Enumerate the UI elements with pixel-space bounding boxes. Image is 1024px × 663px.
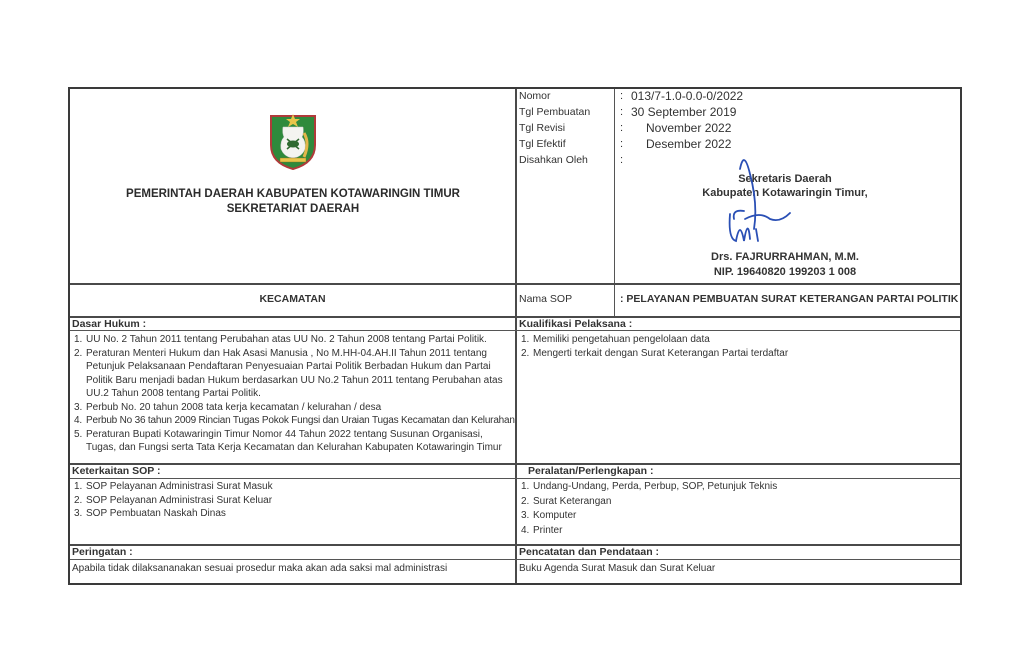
disahkan-colon: : — [620, 154, 624, 166]
list-item: 3. Komputer — [521, 510, 577, 521]
revisi-value: November 2022 — [646, 121, 732, 135]
list-item: 2. Mengerti terkait dengan Surat Keterangan Partai terdaftar — [521, 347, 789, 359]
keterkaitan-heading-divider — [70, 478, 960, 479]
nomor-label: Nomor — [519, 90, 551, 102]
keterkaitan-list — [72, 480, 512, 521]
revisi-label: Tgl Revisi — [519, 122, 566, 134]
list-item: 1. Undang-Undang, Perda, Perbup, SOP, Petunjuk Teknis — [521, 481, 778, 492]
dasar-hukum-list — [72, 333, 515, 455]
pembuatan-colon: : — [620, 106, 624, 118]
list-item: 1. UU No. 2 Tahun 2011 tentang Perubahan atas UU No. 2 Tahun 2008 tentang Partai Politik. — [74, 334, 487, 345]
list-item: 4. Perbub No 36 tahun 2009 Rincian Tugas Pokok Fungsi dan Uraian Tugas Kecamatan dan Kelurahan — [74, 415, 515, 426]
nomor-colon: : — [620, 90, 624, 102]
pembuatan-value: 30 September 2019 — [631, 105, 737, 119]
pembuatan-label: Tgl Pembuatan — [519, 106, 591, 118]
kualifikasi-list — [519, 333, 954, 360]
keterkaitan-divider — [70, 463, 960, 465]
nama-sop-colon-divider — [614, 285, 615, 317]
signatory-info — [610, 251, 960, 278]
disahkan-label: Disahkan Oleh — [519, 154, 588, 166]
list-item: 1. Memiliki pengetahuan pengelolaan data — [521, 334, 710, 345]
pencatatan-text: Buku Agenda Surat Masuk dan Surat Keluar — [519, 563, 716, 574]
efektif-label: Tgl Efektif — [519, 138, 566, 150]
unit-divider — [70, 316, 960, 318]
signatory-title-line1: Sekretaris Daerah — [738, 173, 832, 185]
list-item: 1. SOP Pelayanan Administrasi Surat Masuk — [74, 481, 273, 492]
peringatan-heading-divider — [70, 559, 960, 560]
pencatatan-heading: Pencatatan dan Pendataan : — [519, 546, 660, 558]
signatory-name: Drs. FAJRURRAHMAN, M.M. — [711, 251, 859, 263]
list-item: 5. Peraturan Bupati Kotawaringin Timur Nomor 44 Tahun 2022 tentang Susunan Organisasi, Tugas, dan Fungsi serta Tata Kerja Kecamatan dan Kelurahan Kabupaten Kotawaringin Timur — [74, 428, 502, 453]
sop-document — [68, 87, 962, 585]
kualifikasi-heading: Kualifikasi Pelaksana : — [519, 318, 633, 330]
list-item: 2. Surat Keterangan — [521, 495, 612, 507]
nama-sop-label: Nama SOP — [519, 293, 573, 305]
dasar-hukum-heading: Dasar Hukum : — [72, 318, 147, 330]
keterkaitan-heading: Keterkaitan SOP : — [72, 465, 161, 477]
signatory-nip: NIP. 19640820 199203 1 008 — [713, 266, 857, 278]
regency-coat-of-arms-icon — [268, 111, 318, 171]
unit-name: KECAMATAN — [259, 293, 326, 305]
org-name: PEMERINTAH DAERAH KABUPATEN KOTAWARINGIN TIMUR — [126, 188, 460, 200]
efektif-colon: : — [620, 138, 624, 150]
signatory-title-line2: Kabupaten Kotawaringin Timur, — [702, 187, 868, 199]
nama-sop-value: : PELAYANAN PEMBUATAN SURAT KETERANGAN PARTAI POLITIK — [620, 293, 959, 305]
list-item: 4. Printer — [521, 524, 563, 536]
handwritten-signature-icon — [710, 149, 810, 249]
list-item: 2. Peraturan Menteri Hukum dan Hak Asasi Manusia , No M.HH-04.AH.II Tahun 2011 tentang Petunjuk Pelaksanaan Pendaftaran Penyesuaian Partai Politik Berbadan Hukum dan Partai Politik Baru menjadi badan Hukum berdasarkan UU No.2 Tahun 2011 tentang Perubahan atas UU.2 Tahun 2008 tentang Partai Politik. — [74, 347, 503, 399]
nomor-value: 013/7-1.0-0.0-0/2022 — [631, 89, 744, 103]
peringatan-heading: Peringatan : — [72, 546, 133, 558]
peralatan-list — [519, 480, 954, 538]
column-divider — [515, 89, 517, 583]
list-item: 2. SOP Pelayanan Administrasi Surat Keluar — [74, 494, 273, 506]
list-item: 3. SOP Pembuatan Naskah Dinas — [74, 508, 226, 519]
header-divider — [70, 283, 960, 285]
peralatan-heading: Peralatan/Perlengkapan : — [528, 465, 654, 477]
peringatan-text: Apabila tidak dilaksananakan sesuai prosedur maka akan ada saksi mal administrasi — [72, 563, 448, 574]
efektif-value: Desember 2022 — [646, 137, 732, 151]
dasar-heading-divider — [70, 330, 960, 331]
org-unit: SEKRETARIAT DAERAH — [226, 203, 360, 215]
organization-title — [70, 187, 516, 217]
peringatan-divider — [70, 544, 960, 546]
list-item: 3. Perbub No. 20 tahun 2008 tata kerja kecamatan / kelurahan / desa — [74, 401, 382, 413]
revisi-colon: : — [620, 122, 624, 134]
